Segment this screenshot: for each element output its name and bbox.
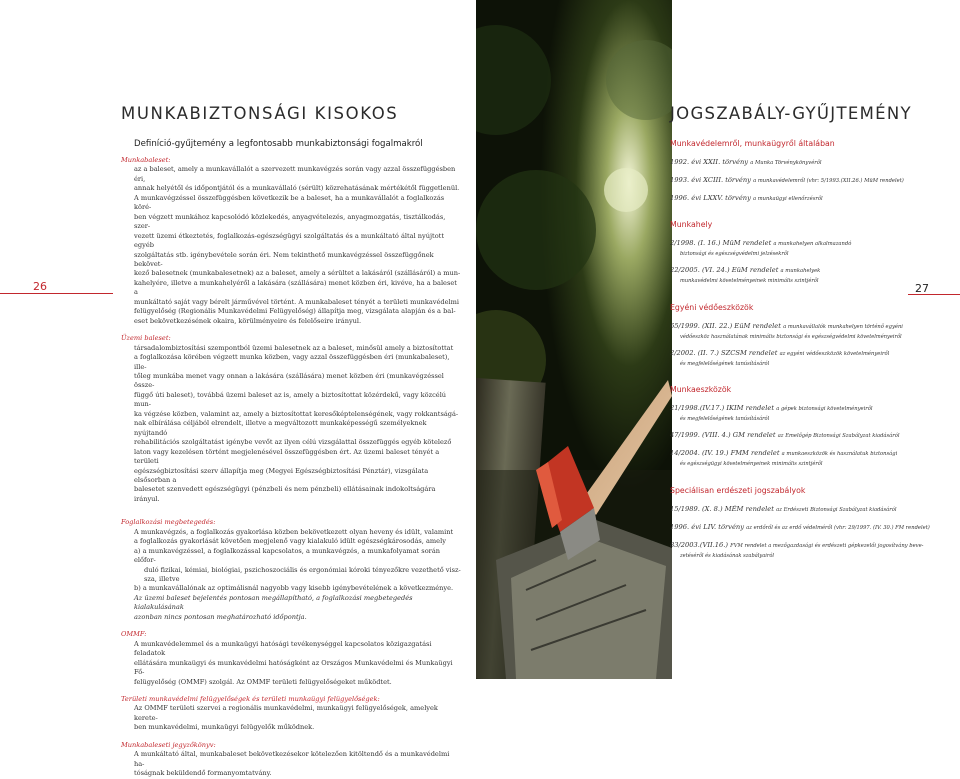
section-heading-munkabaleset: Munkabaleset: bbox=[121, 156, 171, 164]
text-line: tóságnak beküldendő formanyomtatvány. bbox=[134, 769, 272, 778]
text-line: A munkavédelemmel és a munkaügyi hatósági tevékenységgel kapcsolatos közigazgatási feladatok bbox=[134, 639, 432, 658]
text-line: A munkavégzés, a foglalkozás gyakorlása közben bekövetkezett olyan heveny és idült, valamint bbox=[134, 527, 454, 536]
section-heading-ommf: OMMF: bbox=[121, 630, 147, 639]
group-heading-erdeszeti: Speciálisan erdészeti jogszabályok bbox=[670, 486, 806, 495]
law-item: 14/2004. (IV. 19.) FMM rendelet a munkaeszközök és használatuk biztonsági és egészségügyi követelményeinek minimális szintjéről bbox=[670, 449, 898, 467]
text-line: Az üzemi baleset bejelentés pontosan megállapítható, a foglalkozási megbetegedés kialakulásának bbox=[134, 593, 413, 612]
text-line: ka végzése közben, valamint az, amely a biztosítottat keresőképtelenségének, vagy rokkantságá- bbox=[134, 409, 459, 418]
text-line: ellátására munkaügyi és munkavédelmi hatóságként az Országos Munkavédelmi és Munkaügyi Fő- bbox=[134, 658, 453, 677]
text-line: rehabilitációs szolgáltatást igénybe vevőt az ilyen célú vizsgálattal összefüggés egyéb kötelező bbox=[134, 438, 452, 447]
law-item: 21/1998.(IV.17.) IKIM rendelet a gépek biztonsági követelményeiről és megfelelőségének tanúsításáról bbox=[670, 404, 873, 422]
text-line: vezett üzemi étkeztetés, foglalkozás-egészségügyi szolgáltatás és a munkáltató által nyújtott egyéb bbox=[134, 231, 444, 250]
text-line: ben végzett munkához kapcsolódó közlekedés, anyagvételezés, anyagmozgatás, tisztálkodás, szer- bbox=[134, 212, 446, 231]
text-line: kahelyére, illetve a munkahelyéről a lakására (szállására) menet közben éri, kivéve, ha a baleset a bbox=[134, 278, 457, 297]
definitions-body bbox=[121, 156, 461, 779]
group-heading-altalaban: Munkavédelemről, munkaügyről általában bbox=[670, 139, 835, 148]
left-page-subtitle: Definíció-gyűjtemény a legfontosabb munkabiztonsági fogalmakról bbox=[134, 139, 423, 149]
left-page-title: MUNKABIZTONSÁGI KISOKOS bbox=[121, 104, 399, 123]
page-number-left: 26 bbox=[33, 280, 47, 293]
text-line: laton vagy kezelésen történt megjelenésével összefüggésben ért. Az üzemi baleset tényét a területi bbox=[134, 447, 440, 466]
text-line: szolgáltatás stb. igénybevétele során éri. Nem tekinthető munkavégzéssel összefüggőnek bekövet- bbox=[134, 250, 434, 268]
text-line: A munkáltató által, munkabaleset bekövetkezésekor kötelezően kitöltendő és a munkavédelmi ha- bbox=[134, 750, 450, 768]
law-item: 47/1999. (VIII. 4.) GM rendelet az Emelőgép Biztonsági Szabályzat kiadásáról bbox=[670, 431, 900, 439]
law-item: 1996. évi LIV. törvény az erdőről és az erdő védelméről (vhr: 29/1997. (IV. 30.) FM rendelet) bbox=[670, 523, 930, 531]
section-heading-uzemi-baleset: Üzemi baleset: bbox=[121, 334, 171, 343]
text-line: Az OMMF területi szervei a regionális munkavédelmi, munkaügyi felügyelőségek, amelyek kerete- bbox=[134, 704, 438, 722]
group-heading-vedoeszkozok: Egyéni védőeszközök bbox=[670, 303, 754, 312]
text-line: felügyelőség (Regionális Munkavédelmi Felügyelőség) állapítja meg, vizsgálata alapján és a bal- bbox=[134, 307, 456, 316]
text-line: b) a munkavállalónak az optimálisnál nagyobb vagy kisebb igénybevételének a következménye. bbox=[134, 584, 454, 593]
group-heading-munkahely: Munkahely bbox=[670, 220, 713, 229]
group-heading-munkaeszkozok: Munkaeszközök bbox=[670, 385, 732, 394]
text-line: tőleg munkába menet vagy onnan a lakására (szállására) menet közben éri (munkavégzéssel össze- bbox=[134, 371, 444, 390]
section-heading-jegyzokonyv: Munkabaleseti jegyzőkönyv: bbox=[121, 740, 216, 749]
text-line: az a baleset, amely a munkavállalót a szervezett munkavégzés során vagy azzal összefüggésben éri, bbox=[134, 165, 456, 183]
text-line: duló fizikai, kémiai, biológiai, pszichoszociális és ergonómiai kóroki tényezőkre vezethető visz- bbox=[144, 565, 461, 574]
text-line: sza, illetve bbox=[144, 575, 180, 584]
text-line: balesetet szenvedett egészségügyi (pénzbeli és nem pénzbeli) ellátásainak indokoltságára irányul. bbox=[134, 485, 436, 503]
law-item: 65/1999. (XII. 22.) EüM rendelet a munkavállalók munkahelyen történő egyéni védőeszköz használatának minimális biztonsági és egészségvédelmi követelményeiről bbox=[670, 322, 903, 340]
page-number-right: 27 bbox=[915, 282, 929, 295]
text-line: a foglalkozása körében végzett munka közben, vagy azzal összefüggésben éri (munkabaleset), ille- bbox=[134, 353, 450, 371]
page-number-rule-left bbox=[0, 293, 113, 294]
text-line: egészségbiztosítási szerv állapítja meg (Megyei Egészségbiztosítási Pénztár), vizsgálata elsősorban a bbox=[134, 466, 429, 484]
law-item: 22/2005. (VI. 24.) EüM rendelet a munkahelyek munkavédelmi követelményeinek minimális szintjéről bbox=[670, 266, 821, 284]
text-line: függő úti baleset), továbbá üzemi baleset az is, amely a biztosítottat közérdekű, vagy közcélú mun- bbox=[134, 390, 447, 409]
text-line: a) a munkavégzéssel, a foglalkozással kapcsolatos, a munkavégzés, a munkafolyamat során előfor- bbox=[134, 546, 440, 565]
text-line: eset bekövetkezésének okaira, körülményeire és felelőseire irányul. bbox=[134, 316, 362, 325]
text-line: munkáltató saját vagy bérelt járművével történt. A munkabaleset tényét a területi munkavédelmi bbox=[134, 297, 459, 306]
text-line: ben munkavédelmi, munkaügyi felügyelők működnek. bbox=[134, 723, 315, 732]
text-line: felügyelőség (OMMF) szolgál. Az OMMF területi felügyelőségeket működtet. bbox=[134, 677, 392, 686]
section-heading-teruleti-felugyelosegek: Területi munkavédelmi felügyelőségek és területi munkaügyi felügyelőségek: bbox=[121, 695, 380, 704]
section-heading-foglalkozasi-megbetegedes: Foglalkozási megbetegedés: bbox=[121, 518, 216, 527]
law-item: 1996. évi LXXV. törvény a munkaügyi ellenőrzésről bbox=[670, 194, 823, 202]
law-item: 1993. évi XCIII. törvény a munkavédelemről (vhr: 5/1993.(XII.26.) MüM rendelet) bbox=[670, 176, 904, 184]
law-item: 1992. évi XXII. törvény a Munka Törvénykönyvéről bbox=[670, 158, 822, 166]
law-item: 2/2002. (II. 7.) SZCSM rendelet az egyéni védőeszközök követelményeiről és megfelelőségének tanúsításáról bbox=[670, 349, 890, 367]
law-item: 15/1989. (X. 8.) MÉM rendelet az Erdészeti Biztonsági Szabályzat kiadásáról bbox=[670, 505, 897, 513]
right-page-title: JOGSZABÁLY-GYŰJTEMÉNY bbox=[670, 104, 912, 123]
text-line: A munkavégzéssel összefüggésben következik be a baleset, ha a munkavállalót a foglalkozás köré- bbox=[134, 193, 445, 212]
text-line: a foglalkozás gyakorlását követően megjelenő vagy kialakuló idült egészségkárosodás, amely bbox=[134, 537, 446, 546]
law-item: 2/1998. (I. 16.) MüM rendelet a munkahelyen alkalmazandó biztonsági és egészségvédelmi jelzésekről bbox=[670, 239, 852, 257]
text-line: nak elbírálása céljából elrendelt, illetve a megváltozott munkaképességű személyeknek nyújtandó bbox=[134, 419, 427, 437]
text-line: annak helyétől és időpontjától és a munkavállaló (sérült) közrehatásának mértékétől függetlenül. bbox=[134, 184, 460, 193]
text-line: kező balesetnek (munkabalesetnek) az a baleset, amely a sérültet a lakásáról (szállásáról) a mun- bbox=[134, 269, 461, 278]
text-line: társadalombiztosítási szempontból üzemi balesetnek az a baleset, minősül amely a biztosítottat bbox=[134, 343, 454, 352]
law-item: 83/2003.(VII.16.) FVM rendelet a mezőgazdasági és erdészeti gépkezelői jogosítvány beve- zetéséről és kiadásának szabályairól bbox=[670, 541, 924, 559]
text-line: azonban nincs pontosan meghatározható időpontja. bbox=[134, 612, 307, 621]
forest-axe-photo bbox=[476, 0, 672, 679]
